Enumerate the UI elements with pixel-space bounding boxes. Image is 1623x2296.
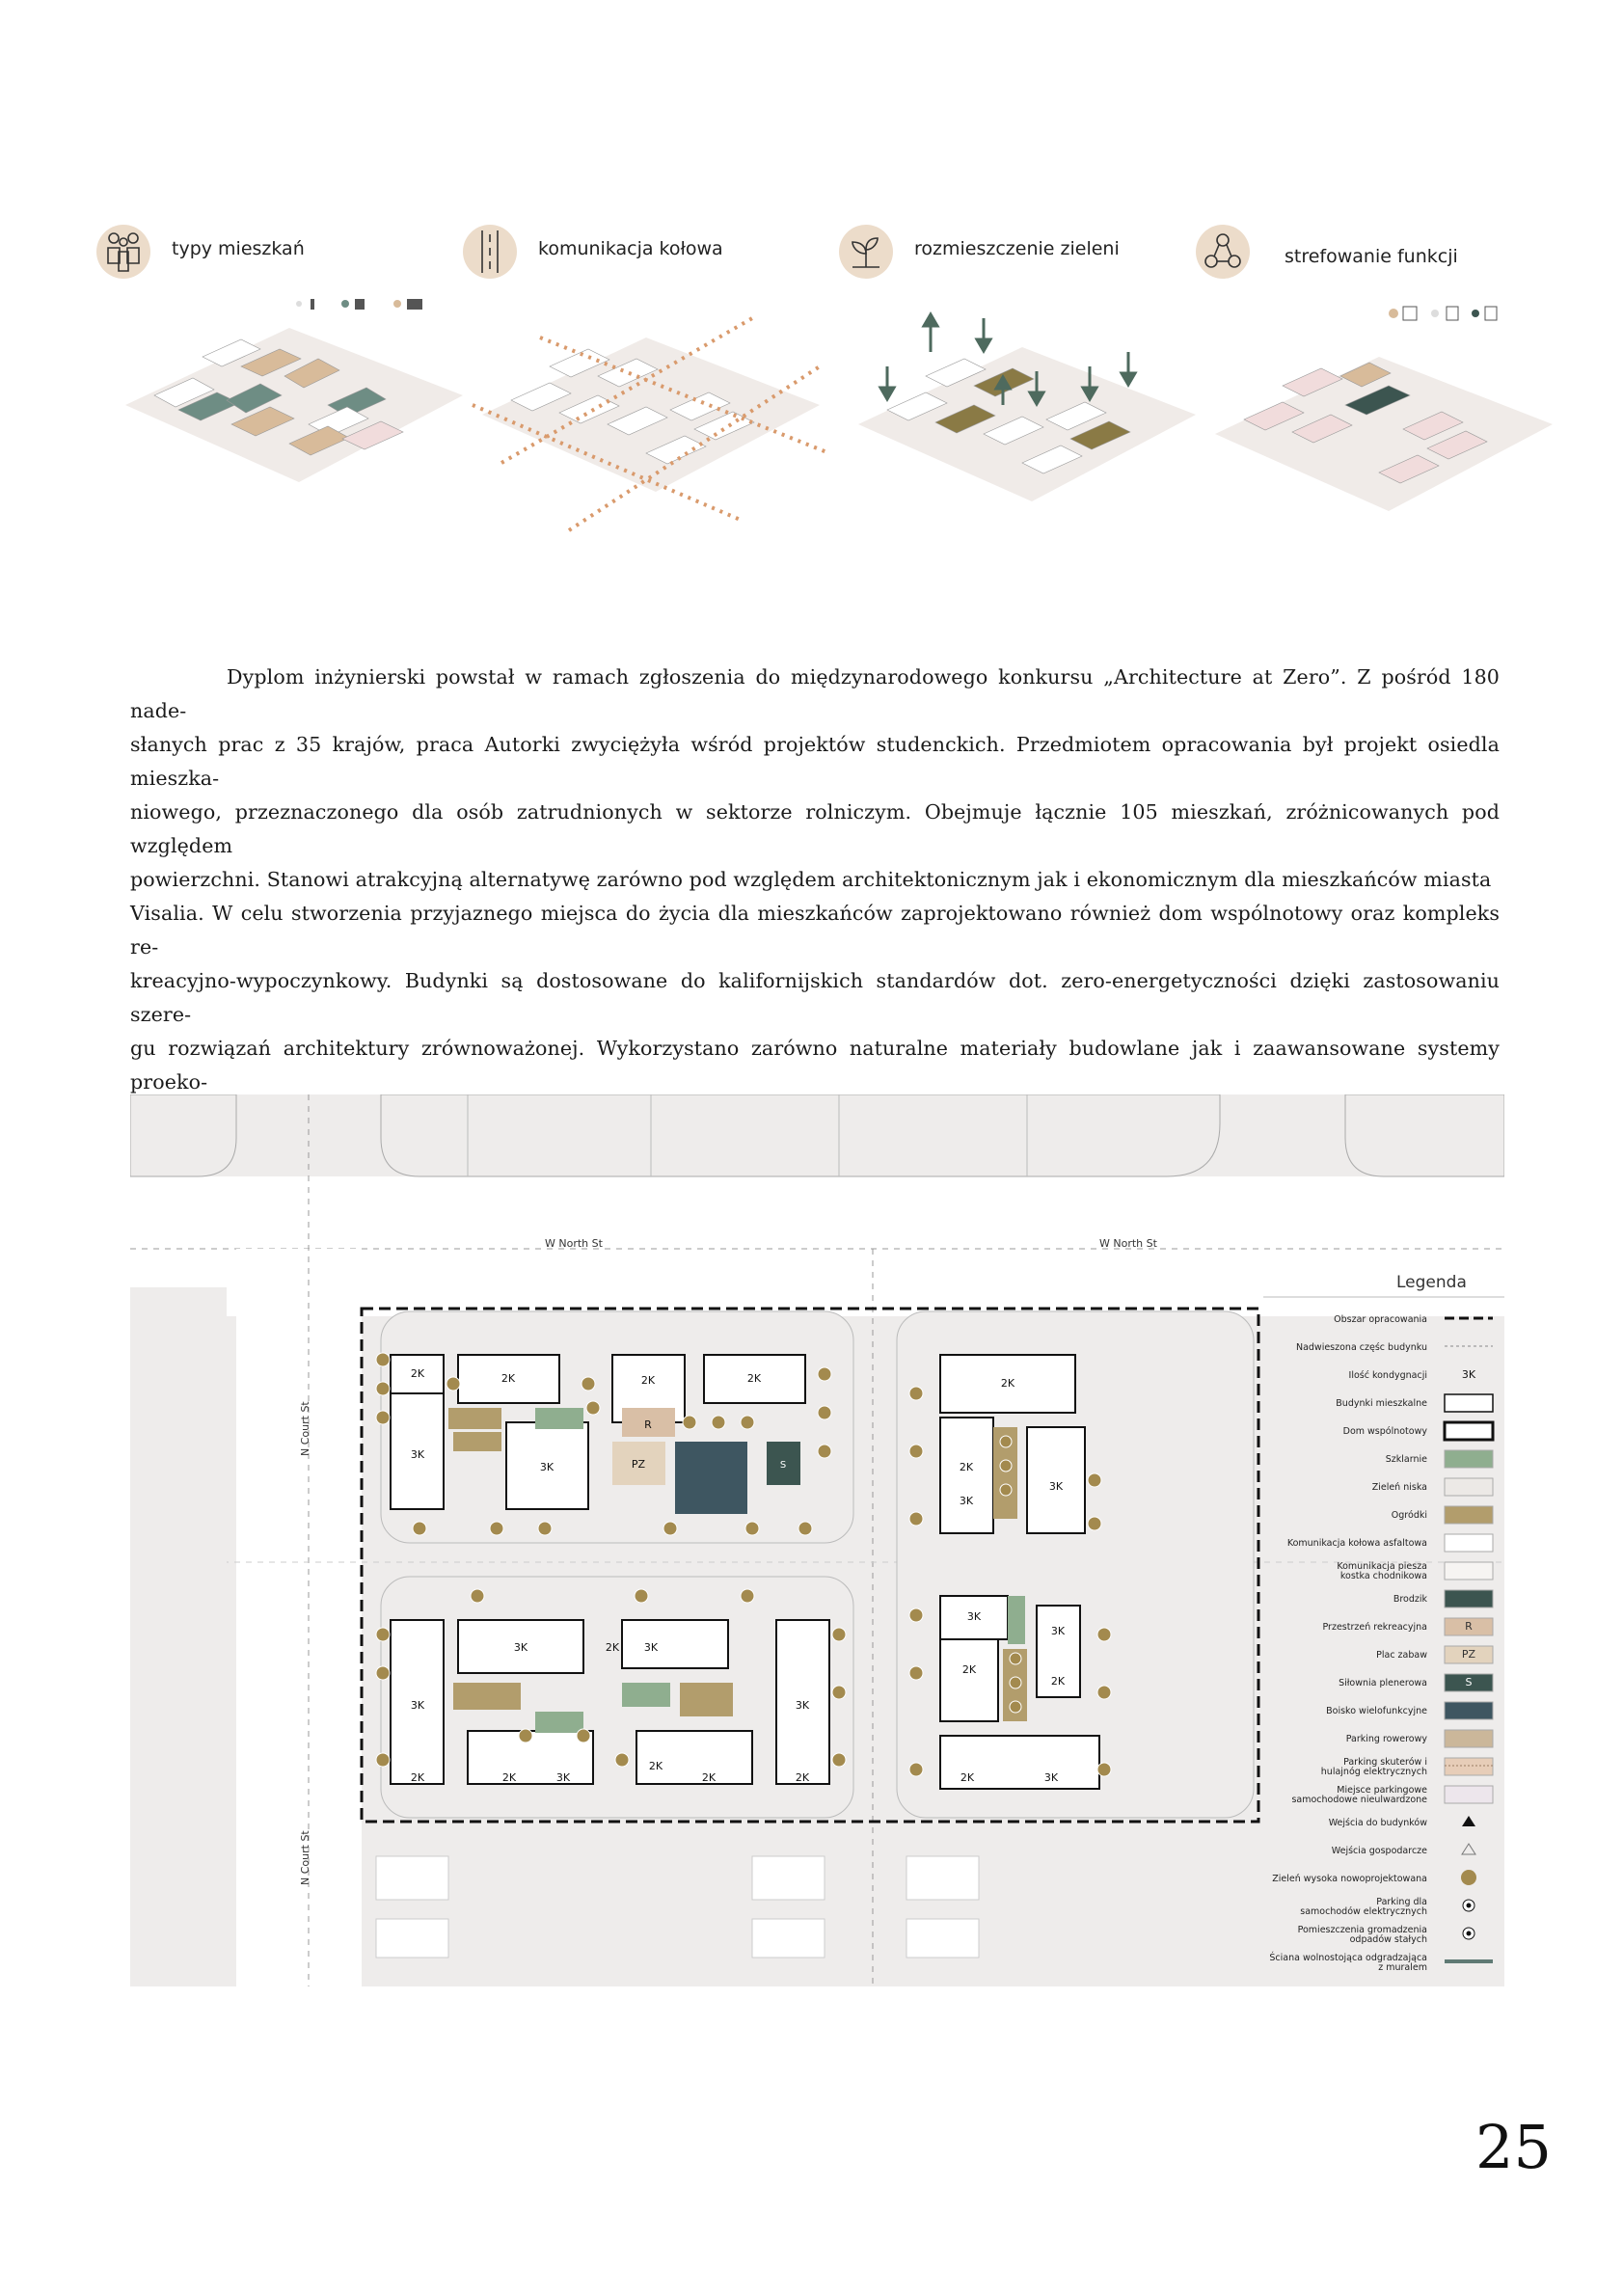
legend-label: Ogródki (1391, 1510, 1427, 1521)
building-label: 2K (640, 1374, 656, 1387)
legend-label: Komunikacja piesza (1337, 1561, 1427, 1572)
paragraph-line: kreacyjno-wypoczynkowy. Budynki są dostosowane do kalifornijskich standardów dot. zero-energetyczności dzięki zastosowaniu szere- (130, 969, 1500, 1026)
paragraph-line: powierzchni. Stanowi atrakcyjną alternatywę zarówno pod względem architektonicznym jak i ekonomicznym dla mieszkańców miasta (130, 868, 1492, 891)
street-label: W North St (545, 1237, 603, 1250)
road-icon (463, 225, 517, 279)
legend-swatch (1463, 1928, 1474, 1939)
legend-label: Pomieszczenia gromadzenia (1297, 1925, 1427, 1935)
diagram-vehicle-traffic (463, 217, 849, 535)
legend-swatch (1461, 1870, 1476, 1885)
building-label: 3K (966, 1610, 982, 1623)
street-label: N Court St (299, 1830, 311, 1885)
legend-item (1321, 1757, 1493, 1777)
paragraph-line: gu rozwiązań architektury zrównoważonej. Wykorzystano zarówno naturalne materiały budowlane jak i zaawansowane systemy proeko- (130, 1037, 1500, 1094)
building-label: 3K (1048, 1480, 1064, 1493)
diagram-title: komunikacja kołowa (538, 238, 723, 259)
paragraph-line: Dyplom inżynierski powstał w ramach zgłoszenia do międzynarodowego konkursu „Architecture at Zero”. Z pośród 180 nade- (130, 665, 1500, 722)
legend-swatch (1445, 1562, 1493, 1580)
legend-swatch (1445, 1730, 1493, 1747)
legend-label: kostka chodnikowa (1339, 1571, 1427, 1581)
diagram-header (463, 217, 849, 275)
legend-swatch (1445, 1394, 1493, 1412)
legend-label: Szklarnie (1385, 1454, 1427, 1465)
svg-text:R: R (1465, 1620, 1473, 1633)
building-label: 2K (961, 1663, 977, 1676)
legend-item (1337, 1561, 1493, 1581)
legend-swatch (1445, 1590, 1493, 1607)
svg-text:PZ: PZ (1461, 1648, 1476, 1661)
nodes-icon (1196, 225, 1250, 279)
building-label: 2K (500, 1372, 516, 1385)
diagram-header (1196, 217, 1582, 275)
legend-label: hulajnóg elektrycznych (1320, 1767, 1427, 1777)
diagram-title: strefowanie funkcji (1285, 246, 1458, 267)
building-label: 2K (1050, 1675, 1066, 1688)
building-label: 3K (513, 1641, 528, 1654)
building-label: 3K (555, 1771, 571, 1784)
building-label: 2K (746, 1372, 762, 1385)
legend-label: Zieleń niska (1371, 1482, 1427, 1493)
isometric-apartment-types (96, 299, 482, 540)
legend-swatch (1445, 1422, 1493, 1440)
legend-swatch (1445, 1450, 1493, 1468)
legend-label: Plac zabaw (1376, 1650, 1427, 1661)
legend-swatch (1445, 1786, 1493, 1803)
legend-label: Wejścia gospodarcze (1331, 1846, 1427, 1856)
legend-swatch (1445, 1618, 1493, 1635)
legend-label: z muralem (1378, 1962, 1427, 1973)
legend-label: Miejsce parkingowe (1337, 1785, 1427, 1796)
building-label: 3K (539, 1461, 555, 1473)
building-label: PZ (631, 1458, 646, 1471)
diagram-function-zoning (1196, 217, 1582, 535)
legend-label: Nadwieszona częśc budynku (1295, 1342, 1427, 1353)
building-label: 2K (960, 1771, 975, 1784)
building-label: 3K (1050, 1625, 1066, 1637)
building-label: 3K (959, 1495, 974, 1507)
sprout-icon (839, 225, 893, 279)
building-label: 3K (1043, 1771, 1059, 1784)
legend-label: Parking rowerowy (1345, 1734, 1427, 1744)
diagram-greenery (839, 217, 1225, 535)
legend-label: odpadów stałych (1349, 1934, 1427, 1945)
diagram-title: typy mieszkań (172, 238, 305, 259)
legend-label: samochodowe nieulwardzone (1291, 1795, 1427, 1805)
legend-swatch (1445, 1506, 1493, 1524)
building-label: 2K (648, 1760, 663, 1772)
legend-label: Zieleń wysoka nowoprojektowana (1272, 1874, 1427, 1884)
legend-swatch (1445, 1534, 1493, 1552)
legend-swatch (1445, 1646, 1493, 1663)
isometric-vehicle-traffic (463, 299, 849, 540)
legend-label: samochodów elektrycznych (1300, 1906, 1427, 1917)
building-label: S (779, 1460, 787, 1471)
building-label: 3K (410, 1448, 425, 1461)
site-plan (130, 1094, 1504, 1986)
svg-text:3K: 3K (1461, 1368, 1476, 1381)
street-label: W North St (1099, 1237, 1157, 1250)
people-icon (96, 225, 150, 279)
legend-label: Przestrzeń rekreacyjna (1322, 1622, 1427, 1633)
building-label: 2K (795, 1771, 810, 1784)
building-label: 2K (1000, 1377, 1015, 1390)
building-label: 2K (410, 1367, 425, 1380)
building-label: 2K (701, 1771, 717, 1784)
building-label: 3K (795, 1699, 810, 1712)
building-label: 2K (605, 1641, 620, 1654)
legend-label: Budynki mieszkalne (1336, 1398, 1427, 1409)
legend-label: Komunikacja kołowa asfaltowa (1286, 1538, 1427, 1549)
isometric-greenery (839, 299, 1225, 540)
building-label: 3K (643, 1641, 659, 1654)
legend-swatch (1445, 1702, 1493, 1719)
diagram-apartment-types (96, 217, 482, 535)
building-label: R (644, 1418, 652, 1431)
building-label: 2K (410, 1771, 425, 1784)
legend-label: Dom wspólnotowy (1342, 1426, 1427, 1437)
legend-swatch (1445, 1758, 1493, 1775)
building-label: 2K (501, 1771, 517, 1784)
legend-label: Obszar opracowania (1334, 1314, 1427, 1325)
legend-label: Parking dla (1376, 1897, 1427, 1907)
paragraph-line: Visalia. W celu stworzenia przyjaznego miejsca do życia dla mieszkańców zaprojektowano również dom wspólnotowy oraz kompleks re- (130, 902, 1500, 959)
legend-swatch (1445, 1478, 1493, 1496)
legend-label: Siłownia plenerowa (1339, 1678, 1427, 1688)
legend-label: Brodzik (1393, 1594, 1427, 1605)
legend-swatch (1463, 1900, 1474, 1911)
page-number: 25 (1475, 2112, 1552, 2182)
diagram-title: rozmieszczenie zieleni (914, 238, 1120, 259)
building-label: 3K (410, 1699, 425, 1712)
description-paragraph (130, 661, 1500, 1167)
legend-label: Ściana wolnostojąca odgradzająca (1269, 1953, 1427, 1963)
svg-text:S: S (1465, 1676, 1473, 1688)
diagram-header (96, 217, 482, 275)
legend-label: Boisko wielofunkcyjne (1326, 1706, 1427, 1716)
legend-label: Wejścia do budynków (1328, 1818, 1427, 1828)
building-label: 2K (959, 1461, 974, 1473)
legend-swatch (1462, 1368, 1476, 1381)
legend-swatch (1445, 1674, 1493, 1691)
legend-label: Ilość kondygnacji (1348, 1370, 1427, 1381)
street-label: N Court St (299, 1401, 311, 1456)
paragraph-line: niowego, przeznaczonego dla osób zatrudnionych w sektorze rolniczym. Obejmuje łącznie 105 mieszkań, zróżnicowanych pod względem (130, 800, 1500, 857)
diagram-header (839, 217, 1225, 275)
legend-label: Parking skuterów i (1343, 1757, 1427, 1768)
paragraph-line: słanych prac z 35 krajów, praca Autorki zwyciężyła wśród projektów studenckich. Przedmiotem opracowania był projekt osiedla mieszka- (130, 733, 1500, 790)
isometric-function-zoning (1196, 299, 1582, 540)
legend-title: Legenda (1396, 1273, 1467, 1292)
